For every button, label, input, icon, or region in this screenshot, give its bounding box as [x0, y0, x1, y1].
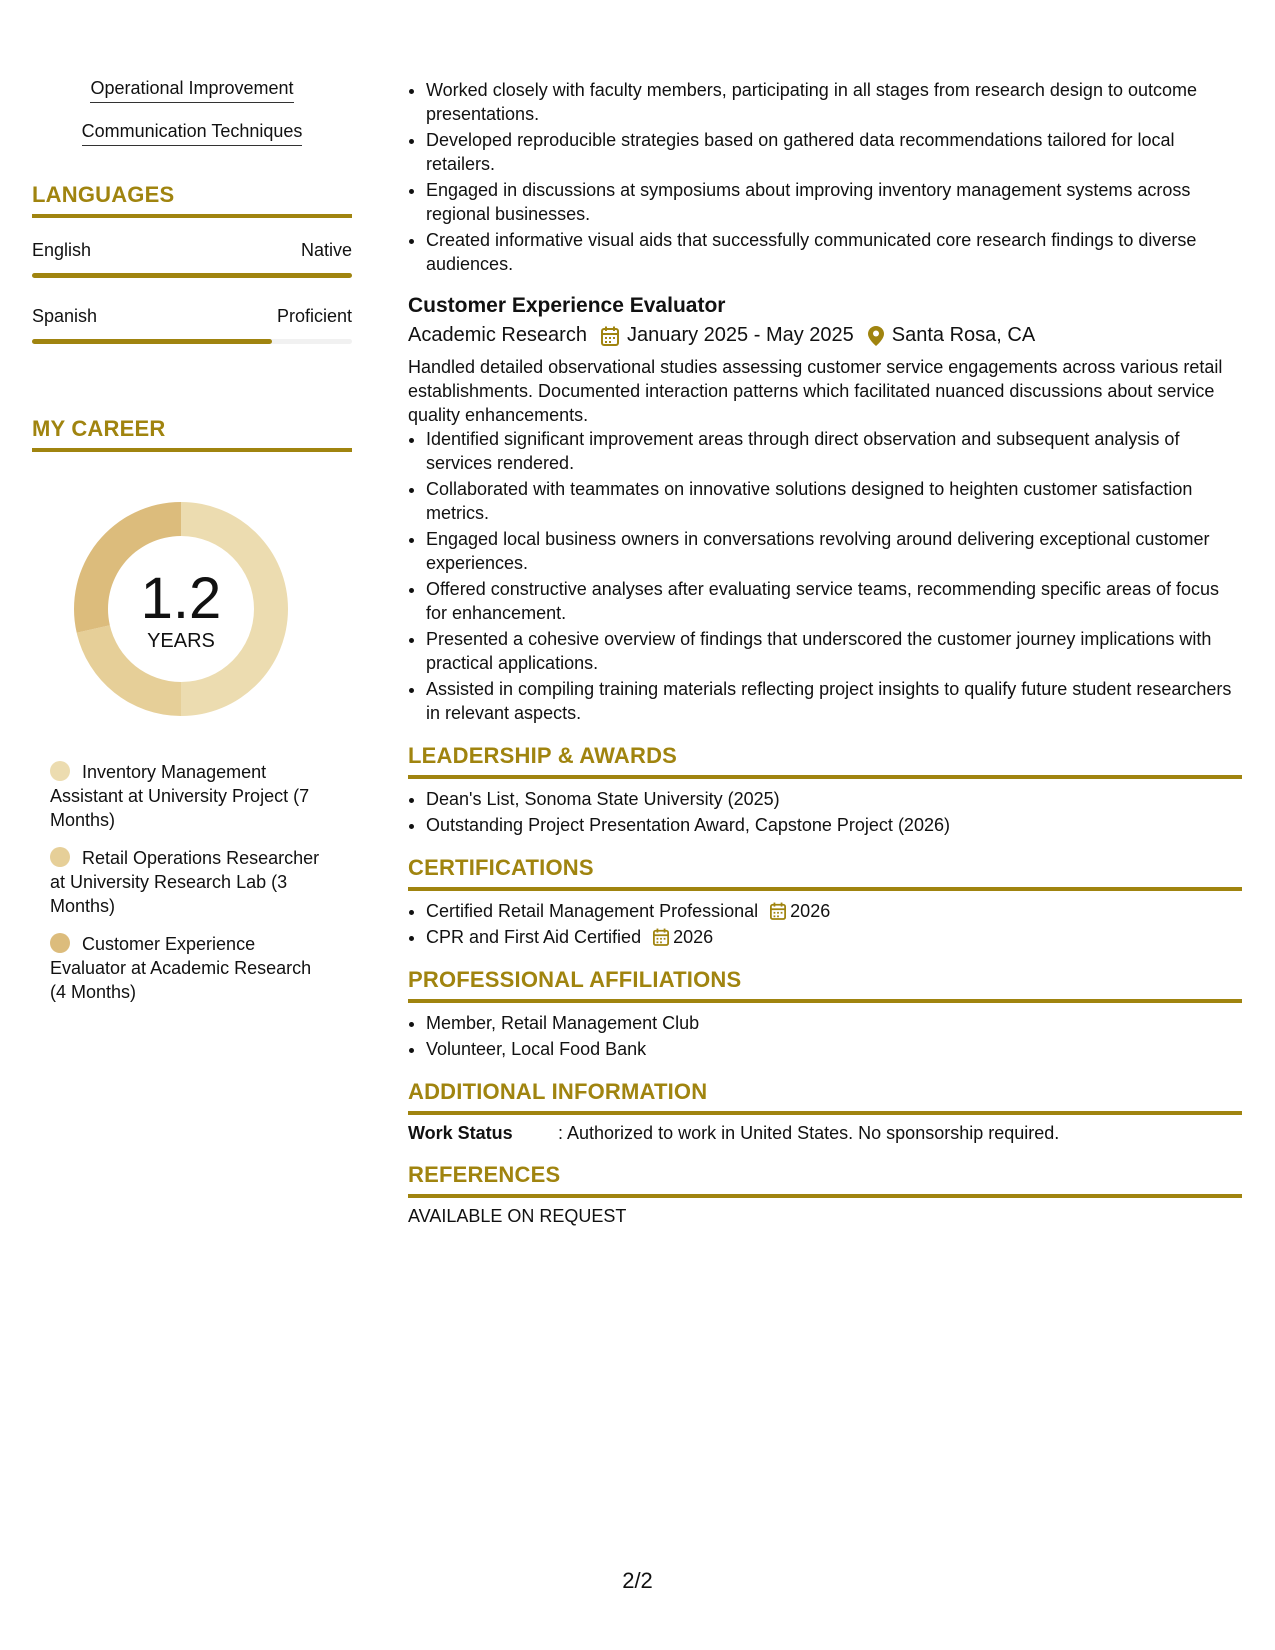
references-text: AVAILABLE ON REQUEST — [408, 1206, 627, 1226]
list-item: • Developed reproducible strategies based on gathered data recommendations tailored for local retailers. — [426, 128, 1242, 176]
list-item: • Created informative visual aids that successfully communicated core research findings to diverse audiences. — [426, 228, 1242, 276]
list-item: • Offered constructive analyses after evaluating service teams, recommending specific areas of focus for enhancement. — [426, 577, 1242, 625]
job-meta — [408, 324, 1242, 347]
language-row — [32, 306, 352, 344]
language-name: Spanish — [32, 306, 98, 326]
job-company: Academic Research — [408, 324, 587, 346]
affiliations-heading: PROFESSIONAL AFFILIATIONS — [408, 967, 1242, 1003]
list-item: • Engaged local business owners in conversations revolving around delivering exceptional customer experiences. — [426, 527, 1242, 575]
calendar-icon — [770, 902, 786, 920]
language-level: Native — [300, 240, 352, 260]
list-item: • Outstanding Project Presentation Award, Capstone Project (2026) — [426, 813, 1242, 837]
career-legend-item — [50, 932, 330, 1004]
page-number: 2/2 — [622, 1568, 653, 1593]
work-status-value: : Authorized to work in United States. No sponsorship required. — [558, 1123, 1060, 1143]
language-bar-fill — [32, 339, 272, 344]
career-legend-label: Retail Operations Researcher at University Research Lab (3 Months) — [50, 848, 320, 916]
career-legend-label: Customer Experience Evaluator at Academic Research (4 Months) — [50, 934, 312, 1002]
career-heading: MY CAREER — [32, 416, 352, 452]
languages-heading: LANGUAGES — [32, 182, 352, 218]
list-item: • Member, Retail Management Club — [426, 1011, 1242, 1035]
job-bullets — [408, 427, 1242, 725]
list-item — [426, 925, 1242, 949]
skill-label: Communication Techniques — [82, 121, 303, 146]
certification-name: • Certified Retail Management Professional — [426, 901, 759, 921]
list-item: • Assisted in compiling training materials reflecting project insights to qualify future student researchers in relevant aspects. — [426, 677, 1242, 725]
additional-info-heading: ADDITIONAL INFORMATION — [408, 1079, 1242, 1115]
work-status-label: Work Status — [408, 1123, 513, 1143]
language-bar — [32, 339, 352, 344]
career-legend — [50, 760, 352, 1004]
skill-tag — [32, 78, 352, 103]
calendar-icon — [653, 928, 669, 946]
legend-dot — [50, 847, 70, 867]
job-location: Santa Rosa, CA — [891, 324, 1036, 346]
leadership-heading: LEADERSHIP & AWARDS — [408, 743, 1242, 779]
career-legend-label: Inventory Management Assistant at University Project (7 Months) — [50, 762, 310, 830]
references-heading: REFERENCES — [408, 1162, 1242, 1198]
certification-year: 2026 — [790, 901, 831, 921]
job-dates: January 2025 - May 2025 — [626, 324, 854, 346]
certification-year: 2026 — [673, 927, 714, 947]
career-legend-item — [50, 760, 330, 832]
legend-dot — [50, 933, 70, 953]
list-item: • Collaborated with teammates on innovative solutions designed to heighten customer satisfaction metrics. — [426, 477, 1242, 525]
list-item: • Worked closely with faculty members, participating in all stages from research design to outcome presentations. — [426, 78, 1242, 126]
previous-job-bullets — [408, 78, 1242, 276]
language-bar — [32, 273, 352, 278]
language-bar-fill — [32, 273, 352, 278]
affiliations-list — [408, 1011, 1242, 1061]
job-title: Customer Experience Evaluator — [408, 294, 726, 317]
career-legend-item — [50, 846, 330, 918]
job-description: Handled detailed observational studies assessing customer service engagements across various retail establishments. Documented interaction patterns which facilitated nuanced discussions about service quality enhancements. — [408, 357, 1223, 425]
list-item — [426, 899, 1242, 923]
list-item: • Identified significant improvement areas through direct observation and subsequent analysis of services rendered. — [426, 427, 1242, 475]
location-pin-icon — [868, 326, 884, 346]
certifications-heading: CERTIFICATIONS — [408, 855, 1242, 891]
work-status-row — [408, 1123, 1242, 1144]
language-level: Proficient — [276, 306, 352, 326]
leadership-list — [408, 787, 1242, 837]
list-item: • Volunteer, Local Food Bank — [426, 1037, 1242, 1061]
list-item: • Dean's List, Sonoma State University (2025) — [426, 787, 1242, 811]
legend-dot — [50, 761, 70, 781]
certification-name: • CPR and First Aid Certified — [426, 927, 642, 947]
list-item: • Presented a cohesive overview of findings that underscored the customer journey implications with practical applications. — [426, 627, 1242, 675]
calendar-icon — [601, 326, 619, 346]
skill-label: Operational Improvement — [90, 78, 293, 103]
skill-tag — [32, 121, 352, 146]
career-donut — [66, 494, 296, 724]
certifications-list — [408, 899, 1242, 949]
language-row — [32, 240, 352, 278]
career-total: 1.2 — [140, 566, 222, 631]
language-name: English — [32, 240, 92, 260]
list-item: • Engaged in discussions at symposiums about improving inventory management systems across regional businesses. — [426, 178, 1242, 226]
right-column — [408, 78, 1242, 1227]
career-unit: YEARS — [147, 630, 215, 652]
left-column — [32, 78, 352, 1018]
